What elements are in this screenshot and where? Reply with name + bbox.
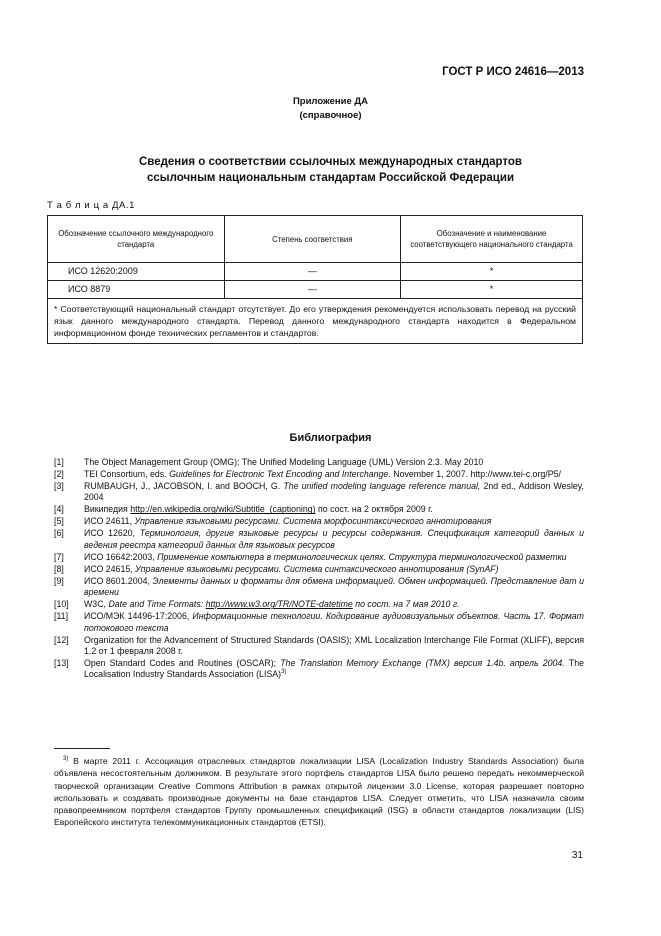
bibliography-item xyxy=(54,552,584,563)
bibliography-item-number: [2] xyxy=(54,469,64,479)
bibliography-item-text xyxy=(84,457,584,468)
bibliography-item xyxy=(54,481,584,504)
bibliography-item-number: [9] xyxy=(54,575,64,586)
bibliography-item-number: [5] xyxy=(54,516,64,527)
bibliography-item-text xyxy=(84,599,584,610)
footnote-reference: 3) xyxy=(281,669,287,676)
bibliography-item-plain: November 1, 2007. http://www.tei-c.org/P5/ xyxy=(390,469,561,479)
bibliography-item-plain: W3C, xyxy=(84,599,109,610)
bibliography-item xyxy=(54,576,584,599)
bibliography-item-italic: Guidelines for Electronic Text Encoding and Interchange. xyxy=(169,469,391,479)
appendix-title: Приложение ДА xyxy=(292,96,369,107)
bibliography-item xyxy=(54,457,584,468)
bibliography-item-number: [8] xyxy=(54,563,64,574)
bibliography-item-number: [1] xyxy=(54,457,64,467)
table-cell: — xyxy=(224,263,401,281)
footnote xyxy=(54,755,584,829)
bibliography-item-italic: The unified modeling language reference manual, xyxy=(283,481,481,491)
bibliography-item-number: [4] xyxy=(54,504,64,515)
bibliography-item-number: [6] xyxy=(54,528,64,539)
bibliography-item-text xyxy=(84,658,584,681)
bibliography-item-number: [10] xyxy=(54,599,69,610)
table-header-cell: Степень соответствия xyxy=(224,216,401,263)
table-cell: ИСО 8879 xyxy=(48,281,225,299)
bibliography-item xyxy=(54,658,584,681)
bibliography-item-text xyxy=(84,516,584,527)
bibliography-item-text xyxy=(84,504,584,515)
section-title-line-2: ссылочным национальным стандартам Российской Федерации xyxy=(146,172,515,184)
bibliography-item-plain: Organization for the Advancement of Structured Standards (OASIS); XML Localization Interchange File Format (XLIFF), версия 1.2 от 1 февраля 2008 г. xyxy=(84,634,584,657)
bibliography-list xyxy=(54,457,584,681)
bibliography-item xyxy=(54,611,584,634)
bibliography-item-italic: Применение компьютера в терминологических целях. Структура терминологической разметки xyxy=(157,551,567,562)
bibliography-item xyxy=(54,564,584,575)
bibliography-item-italic: Информационные технологии. Кодирование аудиовизуальных объектов. Часть 17. Формат потокового текста xyxy=(84,611,584,633)
section-title-line-1: Сведения о соответствии ссылочных международных стандартов xyxy=(138,156,522,168)
bibliography-item-italic: Управление языковыми ресурсами. Система морфосинтаксического аннотирования xyxy=(134,516,492,527)
bibliography-item-number: [3] xyxy=(54,481,64,491)
bibliography-item-plain: 2nd ed., Addison Wesley, 2004 xyxy=(84,481,584,503)
table-note-row xyxy=(48,299,583,344)
bibliography-item-text xyxy=(84,552,584,563)
bibliography-item-plain: по сост. на 7 мая 2010 г. xyxy=(352,599,460,610)
table-caption: Т а б л и ц а ДА.1 xyxy=(47,200,136,211)
bibliography-item-number: [12] xyxy=(54,634,69,645)
table-header-cell: Обозначение и наименование соответствующего национального стандарта xyxy=(401,216,583,263)
bibliography-item-link[interactable]: http://en.wikipedia.org/wiki/Subtitle_(captioning) xyxy=(130,504,316,515)
bibliography-item xyxy=(54,504,584,515)
bibliography-item-italic: Date and Time Formats: xyxy=(108,599,206,610)
bibliography-item-plain: Open Standard Codes and Routines (OSCAR); xyxy=(84,658,281,669)
footnote-text: В марте 2011 г. Ассоциация отраслевых стандартов локализации LISA (Localization Industry Standards Association) была объявлена несостоятельным должником. В результате этого портфель стандартов LISA было решено передать некоммерческой творческой организации Creative Commons Attribution в рамках открытой лицензии 3.0 License, которая разрешает повторно использовать и создавать производные документы на базе стандартов LISA. Следует отметить, что LISA назначила своим правопреемником портфеля стандартов Группу промышленных спецификаций (ISG) в области стандартов локализации (LIS) Европейского института телекоммуникационных стандартов (ETSI). xyxy=(54,756,584,828)
table-row xyxy=(48,281,583,299)
bibliography-item-plain: ИСО/МЭК 14496-17:2006, xyxy=(84,611,193,622)
bibliography-item-text xyxy=(84,564,584,575)
bibliography-item-plain: ИСО 24611, xyxy=(84,516,135,527)
bibliography-item-plain: The Localisation Industry Standards Association (LISA) xyxy=(84,658,584,680)
bibliography-item-plain: ИСО 24615, xyxy=(84,563,136,574)
bibliography-item-plain: ИСО 8601.2004, xyxy=(84,575,153,586)
appendix-heading xyxy=(0,95,661,123)
bibliography-item-plain: RUMBAUGH, J., JACOBSON, I. and BOOCH, G. xyxy=(84,481,284,491)
bibliography-item-text xyxy=(84,611,584,634)
table-cell: — xyxy=(224,281,401,299)
bibliography-item-plain: ИСО 16642:2003, xyxy=(84,551,158,562)
bibliography-item-text xyxy=(84,469,584,480)
bibliography-item-plain: The Object Management Group (OMG); The Unified Modeling Language (UML) Version 2.3. May 2010 xyxy=(84,457,484,467)
table-header-row xyxy=(48,216,583,263)
table-header-cell: Обозначение ссылочного международного стандарта xyxy=(48,216,225,263)
footnote-mark: 3) xyxy=(63,756,69,763)
bibliography-item-text xyxy=(84,528,584,551)
bibliography-item xyxy=(54,469,584,480)
bibliography-item-number: [7] xyxy=(54,551,64,562)
correspondence-table xyxy=(47,215,583,344)
bibliography-item-italic: Управление языковыми ресурсами. Система синтаксического аннотирования (SynAF) xyxy=(135,563,499,574)
appendix-subtitle: (справочное) xyxy=(299,110,362,121)
bibliography-item-italic: Терминология, другие языковые ресурсы и ресурсы содержания. Спецификация категорий данных и ведения реестра категорий данных для языковых ресурсов xyxy=(84,528,584,550)
document-header: ГОСТ Р ИСО 24616—2013 xyxy=(442,66,584,78)
bibliography-item xyxy=(54,516,584,527)
bibliography-title: Библиография xyxy=(289,432,372,444)
bibliography-item-text xyxy=(84,635,584,658)
bibliography-item-plain: ИСО 12620, xyxy=(84,528,140,539)
bibliography-item-text xyxy=(84,576,584,599)
bibliography-item xyxy=(54,599,584,610)
table-cell: ИСО 12620:2009 xyxy=(48,263,225,281)
table-cell: * xyxy=(401,281,583,299)
bibliography-item-text xyxy=(84,481,584,504)
bibliography-item-italic: Элементы данных и форматы для обмена информацией. Обмен информацией. Представление дат и времени xyxy=(84,575,584,598)
bibliography-item-number: [11] xyxy=(54,611,69,622)
bibliography-item-plain: по сост. на 2 октября 2009 г. xyxy=(315,504,433,515)
page-number: 31 xyxy=(571,850,583,861)
bibliography-item xyxy=(54,635,584,658)
bibliography-item-number: [13] xyxy=(54,658,69,669)
table-cell: * xyxy=(401,263,583,281)
table-note: * Соответствующий национальный стандарт отсутствует. До его утверждения рекомендуется использовать перевод на русский язык данного международного стандарта. Перевод данного международного стандарта находится в Федеральном информационном фонде технических регламентов и стандартов. xyxy=(48,299,583,344)
bibliography-item-link[interactable]: http://www.w3.org/TR/NOTE-datetime xyxy=(205,599,353,610)
bibliography-item-italic: The Translation Memory Exchange (TMX) версия 1.4b. апрель 2004. xyxy=(280,658,565,669)
footnote-divider xyxy=(54,748,110,749)
bibliography-item-plain: TEI Consortium, eds. xyxy=(84,469,170,479)
section-title xyxy=(0,154,661,186)
table-row xyxy=(48,263,583,281)
bibliography-item-plain: Википедия xyxy=(84,504,131,515)
bibliography-item xyxy=(54,528,584,551)
